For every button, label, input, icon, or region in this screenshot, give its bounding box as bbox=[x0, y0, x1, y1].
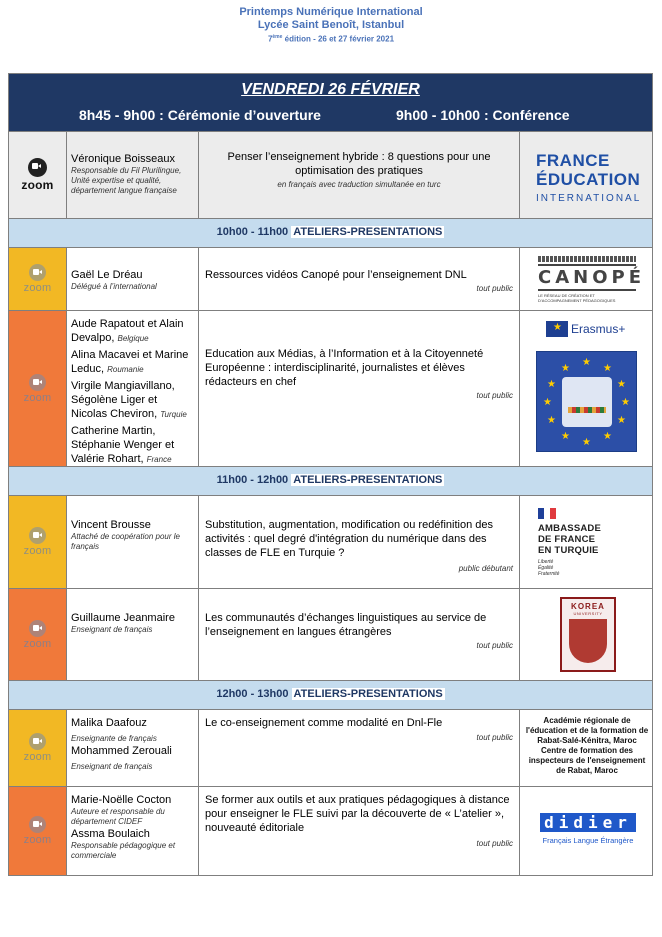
zoom-logo[interactable] bbox=[9, 527, 66, 557]
day-banner bbox=[9, 74, 652, 132]
speaker-role: Enseignant de français bbox=[71, 762, 153, 771]
section-label: ATELIERS-PRESENTATIONS bbox=[293, 688, 443, 700]
zoom-icon bbox=[29, 620, 46, 637]
speaker-name: Assma Boulaich bbox=[71, 828, 150, 840]
conference-row bbox=[9, 132, 652, 219]
speaker-group-2 bbox=[71, 348, 194, 376]
logo-line-2: ÉDUCATION bbox=[536, 170, 641, 189]
logo-cell bbox=[520, 589, 652, 680]
zoom-cell bbox=[9, 710, 67, 786]
zoom-cell bbox=[9, 132, 67, 218]
logo-cell bbox=[520, 132, 652, 218]
section-header-1 bbox=[9, 219, 652, 248]
logo-line-3: INTERNATIONAL bbox=[536, 193, 642, 204]
organisation-name: Académie régionale de l'éducation et de la formation de Rabat-Salé-Kénitra, Maroc Centre de formation des inspecteurs de l'enseignement de Rabat, Maroc bbox=[525, 716, 649, 775]
section-time: 10h00 - 11h00 bbox=[216, 226, 289, 238]
zoom-cell bbox=[9, 589, 67, 680]
section-label: ATELIERS-PRESENTATIONS bbox=[293, 474, 443, 486]
speaker-country: France bbox=[146, 455, 172, 464]
section-header-2 bbox=[9, 467, 652, 496]
star-icon: ★ bbox=[561, 431, 570, 442]
eu-flag-icon bbox=[546, 321, 568, 337]
speaker-name: Gaël Le Dréau bbox=[71, 269, 143, 281]
project-emblem bbox=[536, 351, 637, 452]
speaker-name: Véronique Boisseaux bbox=[71, 153, 175, 165]
topic-cell bbox=[199, 311, 520, 466]
zoom-logo[interactable] bbox=[9, 374, 66, 404]
event-title: Printemps Numérique International bbox=[239, 6, 423, 18]
star-icon: ★ bbox=[621, 397, 630, 408]
motto-egalite: Égalité bbox=[538, 565, 554, 571]
korea-subtitle: UNIVERSITY bbox=[573, 611, 603, 616]
star-icon: ★ bbox=[617, 379, 626, 390]
speaker-country: Belgique bbox=[117, 334, 149, 343]
zoom-cell bbox=[9, 496, 67, 588]
speaker-group-1 bbox=[71, 317, 194, 345]
logo-cell bbox=[520, 787, 652, 875]
topic-title: Education aux Médias, à l’Information et à la Citoyenneté Européenne : interdisciplinarité, journalistes et élèves rédacteurs en chef bbox=[205, 348, 484, 388]
star-icon: ★ bbox=[547, 415, 556, 426]
audience-tag: tout public bbox=[476, 641, 513, 650]
section-label: ATELIERS-PRESENTATIONS bbox=[293, 226, 443, 238]
zoom-cell bbox=[9, 311, 67, 466]
audience-tag: tout public bbox=[476, 391, 513, 400]
speaker-country: Turquie bbox=[160, 410, 187, 419]
erasmus-wordmark: Erasmus+ bbox=[571, 322, 626, 336]
speaker-role: Enseignante de français bbox=[71, 734, 157, 743]
star-icon: ★ bbox=[561, 363, 570, 374]
speaker-role: Délégué à l’international bbox=[71, 282, 157, 291]
speaker-role: Auteure et responsable du département CIDEF bbox=[71, 807, 165, 826]
topic-title: Les communautés d’échanges linguistiques au service de l’enseignement en langues étrangères bbox=[205, 612, 487, 638]
topic-cell bbox=[199, 710, 520, 786]
canope-tagline: LE RÉSEAU DE CRÉATION ET D’ACCOMPAGNEMENT PÉDAGOGIQUES bbox=[538, 293, 616, 303]
canope-rule bbox=[538, 256, 636, 262]
speaker-names: Aude Rapatout et Alain Devalpo, bbox=[71, 318, 184, 344]
speaker-name: Guillaume Jeanmaire bbox=[71, 612, 175, 624]
section-time: 11h00 - 12h00 bbox=[216, 474, 289, 486]
speaker-names: Alina Macavei et Marine Leduc, bbox=[71, 349, 189, 375]
french-flag-icon bbox=[538, 508, 556, 519]
speaker-cell bbox=[67, 710, 199, 786]
canope-logo bbox=[538, 256, 645, 303]
zoom-label: zoom bbox=[23, 637, 52, 650]
topic-title: Se former aux outils et aux pratiques pédagogiques à distance pour enseigner le FLE suivi par la découverte de « L’atelier », nouveauté éditoriale bbox=[205, 794, 510, 834]
edition-dates: édition - 26 et 27 février 2021 bbox=[282, 34, 395, 44]
didier-wordmark: didier bbox=[540, 813, 636, 832]
ambassade-logo bbox=[538, 508, 601, 577]
zoom-icon bbox=[29, 816, 46, 833]
zoom-label: zoom bbox=[23, 834, 52, 846]
logo-cell bbox=[520, 710, 652, 786]
edition-number: 7 bbox=[267, 34, 273, 44]
star-icon: ★ bbox=[543, 397, 552, 408]
motto-fraternite: Fraternité bbox=[538, 571, 560, 577]
conference-slot: 9h00 - 10h00 : Conférence bbox=[396, 107, 570, 123]
speaker-cell bbox=[67, 132, 199, 218]
speaker-role: Responsable du Fil Plurilingue, Unité expertise et qualité, département langue française bbox=[71, 166, 182, 195]
star-icon: ★ bbox=[547, 379, 556, 390]
erasmus-logo bbox=[546, 321, 625, 337]
zoom-cell bbox=[9, 248, 67, 310]
topic-cell bbox=[199, 496, 520, 588]
logo-cell bbox=[520, 248, 652, 310]
audience-tag: tout public bbox=[476, 839, 513, 848]
zoom-icon bbox=[29, 733, 46, 750]
ambassade-line-3: EN TURQUIE bbox=[538, 545, 599, 556]
workshop-row-jeanmaire bbox=[9, 589, 652, 681]
speaker-name: Mohammed Zerouali bbox=[71, 745, 172, 757]
speaker-role: Responsable pédagogique et commerciale bbox=[71, 841, 176, 860]
star-icon: ★ bbox=[582, 437, 591, 448]
star-icon: ★ bbox=[582, 357, 591, 368]
topic-title: Substitution, augmentation, modification ou redéfinition des activités : quel degré d'intégration du numérique dans des classes de FLE en Turquie ? bbox=[205, 519, 494, 559]
zoom-icon bbox=[29, 264, 46, 281]
workshop-row-brousse bbox=[9, 496, 652, 589]
speaker-cell bbox=[67, 589, 199, 680]
star-icon: ★ bbox=[603, 431, 612, 442]
zoom-label: zoom bbox=[23, 282, 52, 294]
ambassade-line-2: DE FRANCE bbox=[538, 534, 596, 545]
workshop-row-le-dreau bbox=[9, 248, 652, 311]
zoom-label: zoom bbox=[23, 545, 52, 557]
speaker-group-4 bbox=[71, 424, 194, 466]
zoom-logo[interactable] bbox=[9, 158, 66, 192]
korea-wordmark: KOREA bbox=[571, 602, 605, 611]
edition-superscript: ème bbox=[272, 34, 283, 40]
didier-logo bbox=[532, 813, 644, 845]
france-education-international-logo bbox=[536, 151, 641, 208]
event-venue: Lycée Saint Benoît, Istanbul bbox=[257, 19, 405, 31]
topic-title: Le co-enseignement comme modalité en Dnl-Fle bbox=[205, 717, 443, 729]
topic-note: en français avec traduction simultanée en turc bbox=[277, 180, 441, 189]
speaker-role: Attaché de coopération pour le français bbox=[71, 532, 180, 551]
star-icon: ★ bbox=[617, 415, 626, 426]
speaker-names: Catherine Martin, Stéphanie Wenger et Valérie Rohart, bbox=[71, 425, 175, 465]
logo-line-1: FRANCE bbox=[536, 151, 610, 170]
logo-cell bbox=[520, 311, 652, 466]
star-icon: ★ bbox=[603, 363, 612, 374]
speaker-cell bbox=[67, 496, 199, 588]
zoom-label: zoom bbox=[23, 391, 52, 404]
zoom-icon bbox=[28, 158, 47, 177]
tiger-shield-icon bbox=[569, 619, 607, 663]
speaker-cell bbox=[67, 248, 199, 310]
speaker-name: Vincent Brousse bbox=[71, 519, 151, 531]
day-title: VENDREDI 26 FÉVRIER bbox=[241, 81, 420, 98]
audience-tag: tout public bbox=[476, 284, 513, 293]
speaker-country: Roumanie bbox=[107, 365, 144, 374]
emblem-center bbox=[562, 377, 612, 427]
event-edition bbox=[0, 32, 662, 45]
speaker-names: Virgile Mangiavillano, Ségolène Liger et Nicolas Cheviron, bbox=[71, 380, 175, 420]
speaker-role: Enseignant de français bbox=[71, 625, 153, 634]
logo-cell bbox=[520, 496, 652, 588]
zoom-logo[interactable] bbox=[9, 264, 66, 294]
zoom-label: zoom bbox=[21, 178, 54, 192]
section-header-3 bbox=[9, 681, 652, 710]
topic-cell bbox=[199, 248, 520, 310]
program-table bbox=[8, 73, 653, 876]
topic-cell bbox=[199, 589, 520, 680]
zoom-icon bbox=[29, 374, 46, 391]
document-header bbox=[0, 6, 662, 45]
zoom-logo[interactable] bbox=[9, 620, 66, 650]
zoom-logo[interactable] bbox=[9, 816, 66, 846]
opening-ceremony: 8h45 - 9h00 : Cérémonie d’ouverture bbox=[79, 107, 321, 123]
zoom-icon bbox=[29, 527, 46, 544]
topic-cell bbox=[199, 132, 520, 218]
workshop-row-daafouz bbox=[9, 710, 652, 787]
audience-tag: public débutant bbox=[458, 564, 513, 573]
workshop-row-erasmus bbox=[9, 311, 652, 467]
canope-wordmark: CANOPÉ bbox=[538, 264, 636, 291]
ambassade-line-1: AMBASSADE bbox=[538, 523, 602, 534]
speaker-cell bbox=[67, 311, 199, 466]
topic-title: Ressources vidéos Canopé pour l’enseignement DNL bbox=[205, 269, 467, 281]
speaker-group-3 bbox=[71, 379, 194, 421]
audience-tag: tout public bbox=[476, 733, 513, 742]
motto-liberte: Liberté bbox=[538, 559, 554, 565]
didier-tagline: Français Langue Étrangère bbox=[542, 836, 634, 845]
workshop-row-cocton bbox=[9, 787, 652, 875]
topic-cell bbox=[199, 787, 520, 875]
zoom-logo[interactable] bbox=[9, 733, 66, 763]
korea-university-logo bbox=[560, 597, 616, 672]
section-time: 12h00 - 13h00 bbox=[216, 688, 289, 700]
speaker-name: Marie-Noëlle Cocton bbox=[71, 794, 172, 806]
speaker-name: Malika Daafouz bbox=[71, 717, 147, 729]
topic-title: Penser l’enseignement hybride : 8 questions pour une optimisation des pratiques bbox=[227, 151, 491, 177]
zoom-label: zoom bbox=[23, 751, 52, 763]
zoom-cell bbox=[9, 787, 67, 875]
speaker-cell bbox=[67, 787, 199, 875]
